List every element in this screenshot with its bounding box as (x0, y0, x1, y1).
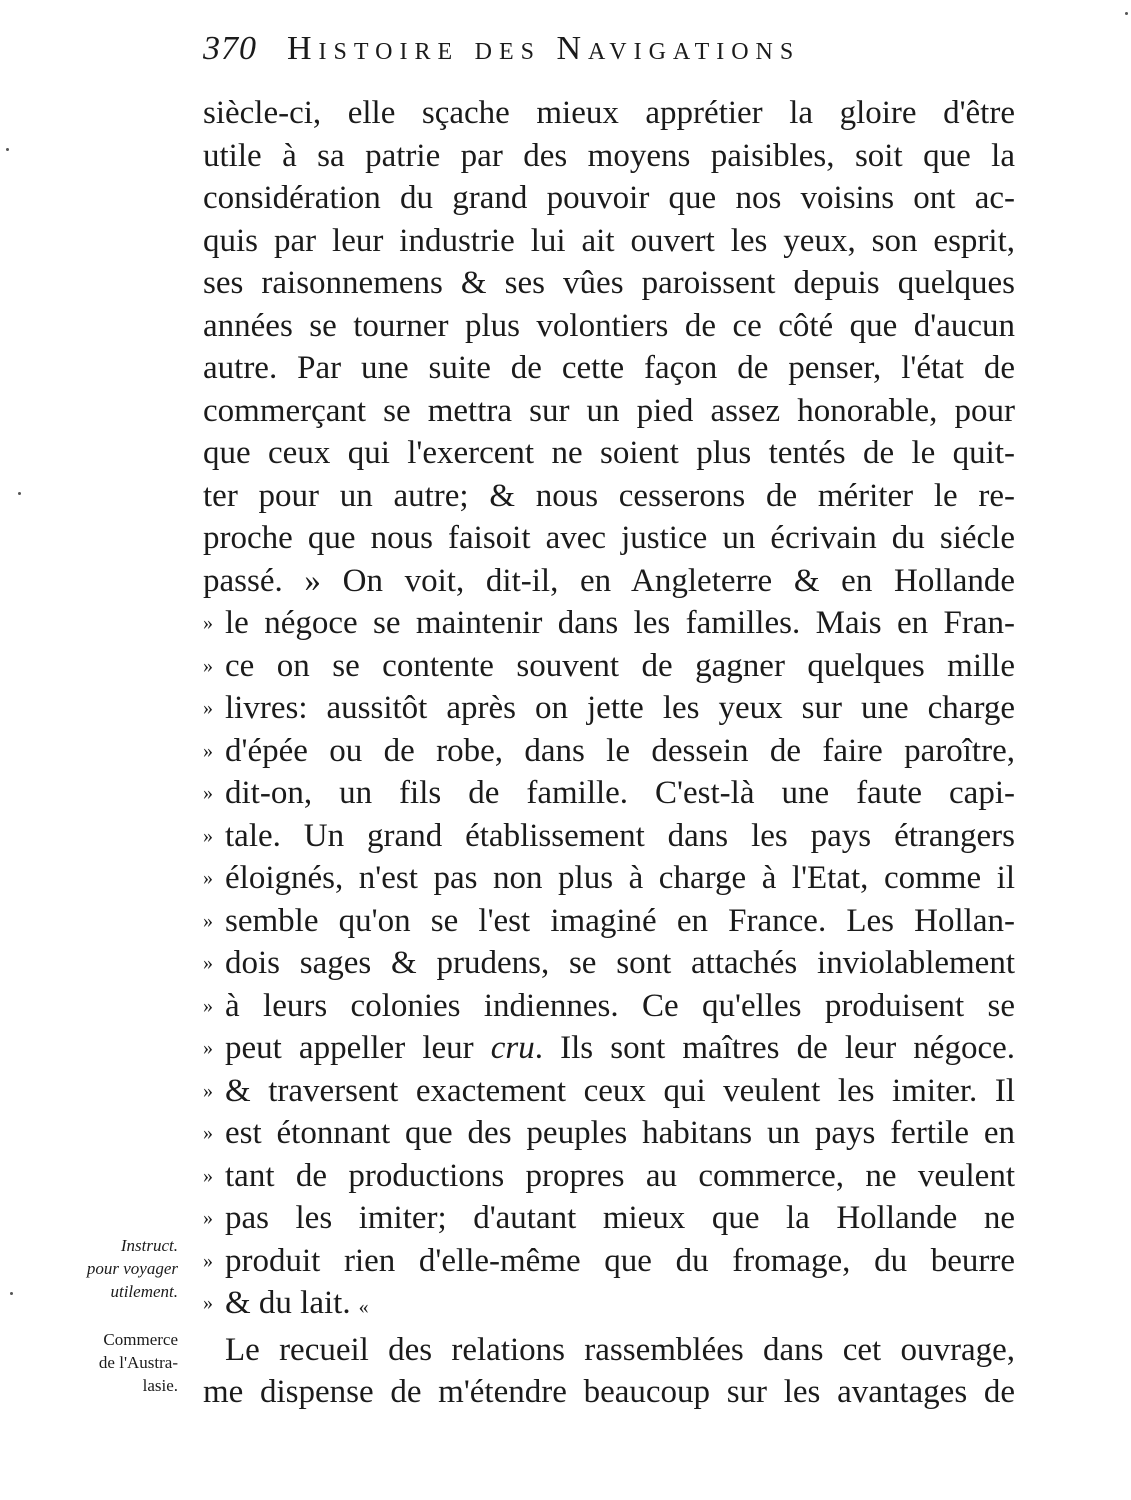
quoted-text: livres: aussitôt après on jette les yeux sur une charge (225, 690, 1015, 726)
text-line: siècle-ci, elle sçache mieux apprétier la gloire d'être (203, 95, 1015, 131)
quoted-text-cru (225, 1027, 1015, 1070)
text-line: ter pour un autre; & nous cesserons de mériter le re- (203, 477, 1015, 514)
quoted-text: tale. Un grand établissement dans les pays étrangers (225, 817, 1015, 854)
quoted-text: dois sages & prudens, se sont attachés inviolablement (225, 945, 1015, 981)
text-line: quis par leur industrie lui ait ouvert les yeux, son esprit, (203, 222, 1015, 259)
quoted-line-final (203, 1282, 1015, 1329)
guillemet-mark: » (203, 697, 210, 719)
text-line: utile à sa patrie par des moyens paisibles, soit que la (203, 137, 1015, 174)
text-line: considération du grand pouvoir que nos voisins ont ac- (203, 180, 1015, 216)
quoted-line (203, 900, 1015, 943)
guillemet-mark: » (203, 824, 210, 847)
text-line: années se tourner plus volontiers de ce côté que d'aucun (203, 307, 1015, 344)
cru-before: peut appeller leur (225, 1030, 491, 1066)
speck (10, 1292, 13, 1295)
quoted-line (203, 1070, 1015, 1113)
guillemet-mark: » (203, 994, 210, 1017)
guillemet-mark: » (203, 867, 210, 889)
quoted-text: & traversent exactement ceux qui veulent les imiter. Il (225, 1072, 1015, 1109)
guillemet-mark: » (203, 1292, 210, 1314)
quoted-text: le négoce se maintenir dans les familles. Mais en Fran- (225, 605, 1015, 641)
guillemet-mark: » (203, 612, 210, 634)
quoted-line (203, 1027, 1015, 1070)
guillemet-mark: » (203, 782, 210, 804)
speck (1125, 12, 1128, 15)
text-line: commerçant se mettra sur un pied assez honorable, pour (203, 392, 1015, 429)
guillemet-mark: » (203, 1249, 210, 1272)
paragraph-2-line: me dispense de m'étendre beaucoup sur les avantages de (203, 1374, 1015, 1410)
quoted-text: tant de productions propres au commerce, ne veulent (225, 1157, 1015, 1194)
quoted-line (203, 1240, 1015, 1283)
quoted-text-final (225, 1282, 1015, 1329)
text-line: que ceux qui l'exercent ne soient plus tentés de le quit- (203, 435, 1015, 471)
margin-note-line: pour voyager (86, 1259, 178, 1278)
quoted-line (203, 645, 1015, 688)
text-line: ses raisonnemens & ses vûes paroissent depuis quelques (203, 265, 1015, 301)
body-text (203, 92, 1023, 1414)
quoted-line (203, 1112, 1015, 1155)
guillemet-mark: » (203, 1122, 210, 1144)
quoted-line (203, 942, 1015, 985)
guillemet-mark: » (203, 1037, 210, 1059)
quoted-text: ce on se contente souvent de gagner quelques mille (225, 647, 1015, 684)
guillemet-mark: » (203, 654, 210, 677)
guillemet-mark: » (203, 1207, 210, 1229)
final-quoted-text: & du lait. (225, 1285, 351, 1321)
text-line: autre. Par une suite de cette façon de penser, l'état de (203, 350, 1015, 386)
page-header (203, 30, 963, 80)
quoted-text: éloignés, n'est pas non plus à charge à l'Etat, comme il (225, 860, 1015, 896)
margin-note-line: utilement. (110, 1282, 178, 1301)
quoted-text: à leurs colonies indiennes. Ce qu'elles produisent se (225, 987, 1015, 1024)
quoted-line (203, 602, 1015, 645)
quoted-line (203, 1197, 1015, 1240)
guillemet-mark: » (203, 1079, 210, 1102)
margin-note-line: Commerce (103, 1330, 178, 1349)
running-title: Histoire des Navigations (287, 30, 801, 67)
quoted-line (203, 857, 1015, 900)
guillemet-mark: » (203, 739, 210, 762)
quoted-text: pas les imiter; d'autant mieux que la Hollande ne (225, 1200, 1015, 1236)
margin-note-line: Instruct. (120, 1236, 178, 1255)
cru-after: . Ils sont maîtres de leur négoce. (534, 1030, 1015, 1066)
margin-note-line: de l'Austra- (98, 1353, 178, 1372)
speck (18, 492, 21, 495)
quoted-line (203, 1155, 1015, 1198)
text-line: passé. » On voit, dit-il, en Angleterre & en Hollande (203, 562, 1015, 599)
cru-italic-word: cru (490, 1030, 535, 1066)
quoted-text: dit-on, un fils de famille. C'est-là une faute capi- (225, 775, 1015, 811)
quoted-line (203, 730, 1015, 773)
quoted-text: semble qu'on se l'est imaginé en France. Les Hollan- (225, 902, 1015, 939)
margin-note-commerce (40, 1328, 178, 1397)
text-line: proche que nous faisoit avec justice un écrivain du siécle (203, 520, 1015, 556)
quoted-line (203, 687, 1015, 730)
guillemet-mark: » (203, 952, 210, 974)
guillemet-mark: » (203, 909, 210, 932)
quoted-line (203, 772, 1015, 815)
guillemet-mark: » (203, 1164, 210, 1187)
closing-guillemet: « (358, 1296, 369, 1318)
margin-note-instructions (60, 1234, 178, 1303)
quoted-line (203, 815, 1015, 858)
speck (6, 148, 9, 151)
paragraph-2-line: Le recueil des relations rassemblées dans cet ouvrage, (225, 1331, 1015, 1368)
page-number: 370 (203, 30, 257, 67)
margin-note-line: lasie. (142, 1376, 178, 1395)
quoted-text: est étonnant que des peuples habitans un pays fertile en (225, 1115, 1015, 1151)
quoted-text: produit rien d'elle-même que du fromage, du beurre (225, 1242, 1015, 1279)
quoted-line (203, 985, 1015, 1028)
quoted-text: d'épée ou de robe, dans le dessein de faire paroître, (225, 732, 1015, 769)
